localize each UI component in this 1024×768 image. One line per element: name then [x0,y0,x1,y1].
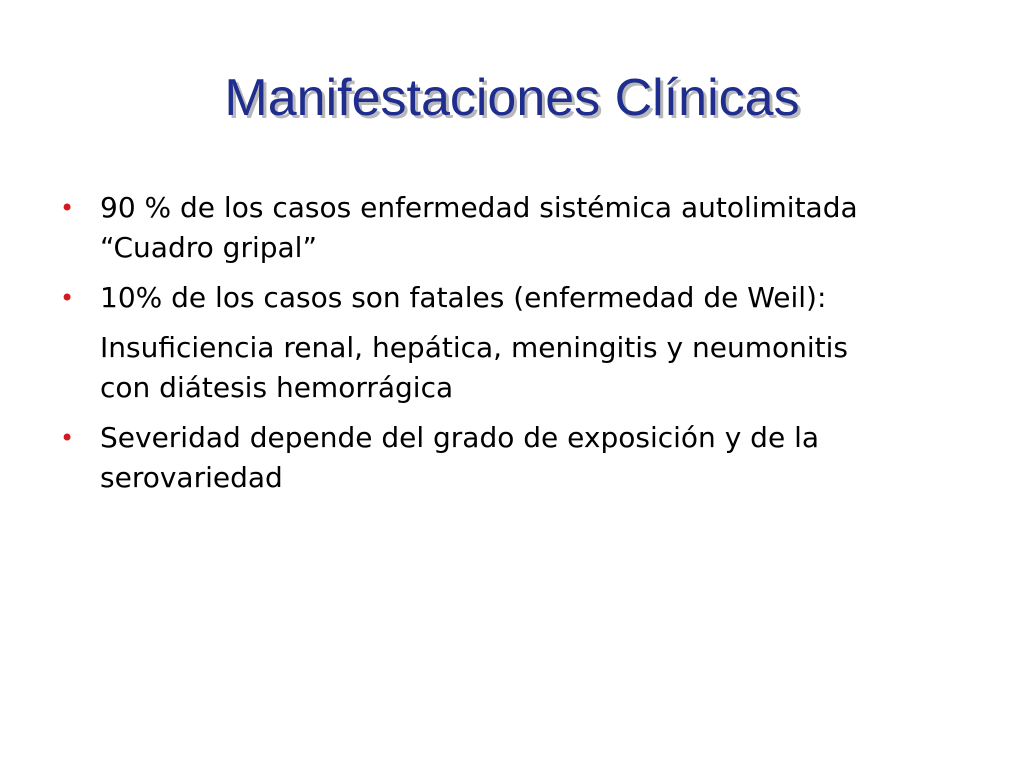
bullet-icon: • [60,284,75,312]
list-item-text: Severidad depende del grado de exposición y de la [100,421,820,454]
list-item [58,188,958,268]
list-item-text: Insuficiencia renal, hepática, meningitis y neumonitis [100,331,849,364]
bullet-icon: • [60,424,75,452]
bullet-icon: • [60,194,75,222]
list-item-text: 90 % de los casos enfermedad sistémica autolimitada [100,191,858,224]
list-item-text: 10% de los casos son fatales (enfermedad de Weil): [100,281,827,314]
list-item [58,418,958,498]
bullet-list [58,188,958,508]
list-item-text: con diátesis hemorrágica [100,371,454,404]
list-item-text: serovariedad [100,461,283,494]
list-item-text: “Cuadro gripal” [100,231,317,264]
list-item [58,278,958,318]
slide-title: Manifestaciones Clínicas [224,69,800,127]
list-item-continuation [58,328,958,408]
